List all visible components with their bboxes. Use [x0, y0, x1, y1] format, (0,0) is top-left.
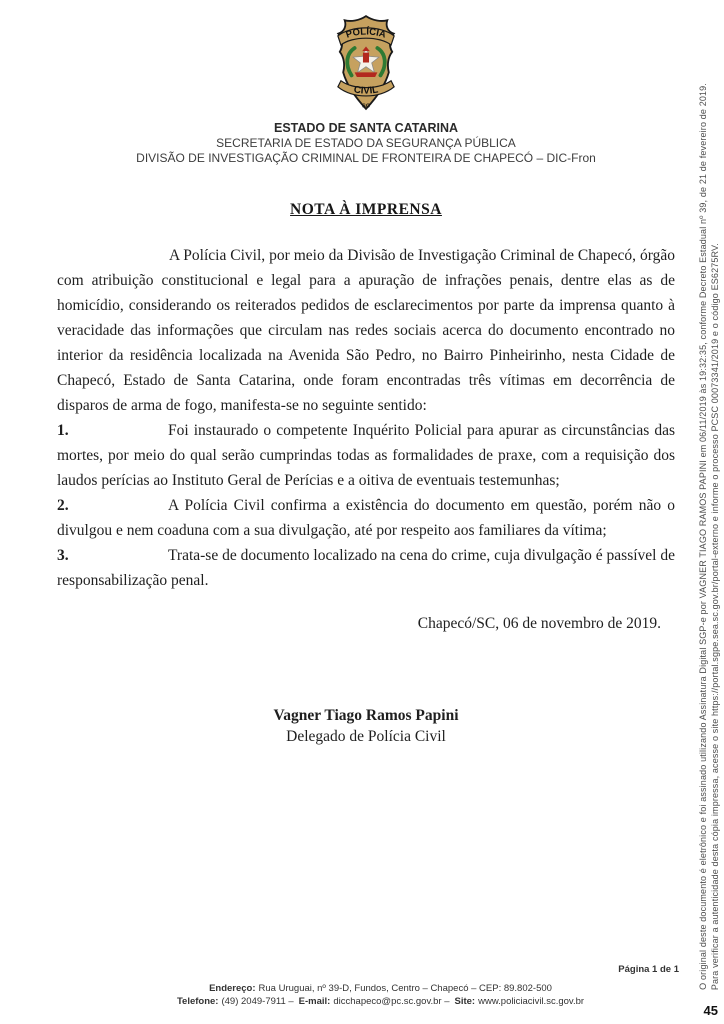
item-text: A Polícia Civil confirma a existência do documento em questão, porém não o divulgou e nem coaduna com a sua divulgação, até por respeito aos familiares da vítima;	[57, 497, 675, 539]
authenticity-stamp-line-1: O original deste documento é eletrônico e foi assinado utilizando Assinatura Digital SGP-e por VAGNER TIAGO RAMOS PAPINI em 06/11/2019 às 19:32:35, conforme Decreto Estadual nº 39, de 21 de fevereiro de 2019.	[698, 83, 708, 990]
address-label: Endereço:	[209, 983, 256, 994]
list-item	[57, 543, 675, 593]
signer-name: Vagner Tiago Ramos Papini	[273, 707, 459, 724]
item-number: 3.	[57, 547, 69, 564]
list-item	[57, 418, 675, 493]
letterhead	[57, 121, 675, 165]
secretariat-name: SECRETARIA DE ESTADO DA SEGURANÇA PÚBLICA	[216, 136, 516, 150]
footer-contact-line	[85, 995, 681, 1008]
police-shield-icon	[328, 13, 404, 112]
division-name: DIVISÃO DE INVESTIGAÇÃO CRIMINAL DE FRONTEIRA DE CHAPECÓ – DIC-Fron	[136, 150, 596, 165]
list-item	[57, 493, 675, 543]
address-value: Rua Uruguai, nº 39-D, Fundos, Centro – Chapecó – CEP: 89.802-500	[258, 983, 552, 994]
signer-title: Delegado de Polícia Civil	[286, 728, 446, 745]
badge-bottom-label-text: CIVIL	[352, 84, 380, 97]
document-body	[57, 243, 675, 593]
document-title: NOTA À IMPRENSA	[290, 201, 442, 218]
site-label: Site:	[454, 996, 476, 1007]
phone-value: (49) 2049-7911 –	[221, 996, 294, 1007]
page-footer	[57, 964, 681, 1008]
email-label: E-mail:	[298, 996, 331, 1007]
site-value: www.policiacivil.sc.gov.br	[478, 996, 585, 1007]
signature-block	[57, 705, 675, 747]
item-text: Trata-se de documento localizado na cena do crime, cuja divulgação é passível de responsabilização penal.	[57, 547, 675, 589]
item-number: 1.	[57, 422, 69, 439]
item-text: Foi instaurado o competente Inquérito Policial para apurar as circunstâncias das mortes, por meio do qual serão cumprindas todas as formalidades de praxe, com a requisição dos laudos perícias ao Instituto Geral de Perícias e a oitiva de eventuais testemunhas;	[57, 422, 675, 489]
footer-address	[57, 982, 681, 1008]
lead-paragraph: A Polícia Civil, por meio da Divisão de Investigação Criminal de Chapecó, órgão com atribuição constitucional e legal para a apuração de infrações penais, dentre elas as de homicídio, considerando os reiterados pedidos de esclarecimentos por parte da imprensa quanto à veracidade das informações que circulam nas redes sociais acerca do documento encontrado no interior da residência localizada na Avenida São Pedro, no Bairro Pinheirinho, nesta Cidade de Chapecó, Estado de Santa Catarina, onde foram encontradas três vítimas em decorrência de disparos de arma de fogo, manifesta-se no seguinte sentido:	[57, 247, 675, 414]
red-banner	[355, 72, 378, 77]
badge-top-label-text: POLÍCIA	[344, 26, 388, 41]
email-value: dicchapeco@pc.sc.gov.br –	[333, 996, 450, 1007]
phone-label: Telefone:	[176, 996, 219, 1007]
footer-address-line	[85, 982, 681, 995]
badge-state-label: SC	[362, 103, 370, 110]
authenticity-stamp-line-2: Para verificar a autenticidade desta cópia impressa, acesse o site https://portal.sgpe.sea.sc.gov.br/portal-externo e informe o processo PCSC 00073341/2019 e o código ES6275RV.	[710, 242, 720, 990]
badge-bottom-label	[353, 84, 379, 96]
document-content	[57, 0, 675, 747]
process-page-number: 45	[703, 1003, 718, 1018]
state-name: ESTADO DE SANTA CATARINA	[273, 121, 459, 135]
civil-police-badge	[57, 0, 675, 117]
dateline: Chapecó/SC, 06 de novembro de 2019.	[417, 615, 661, 632]
page-indicator: Página 1 de 1	[618, 964, 679, 975]
item-number: 2.	[57, 497, 69, 514]
